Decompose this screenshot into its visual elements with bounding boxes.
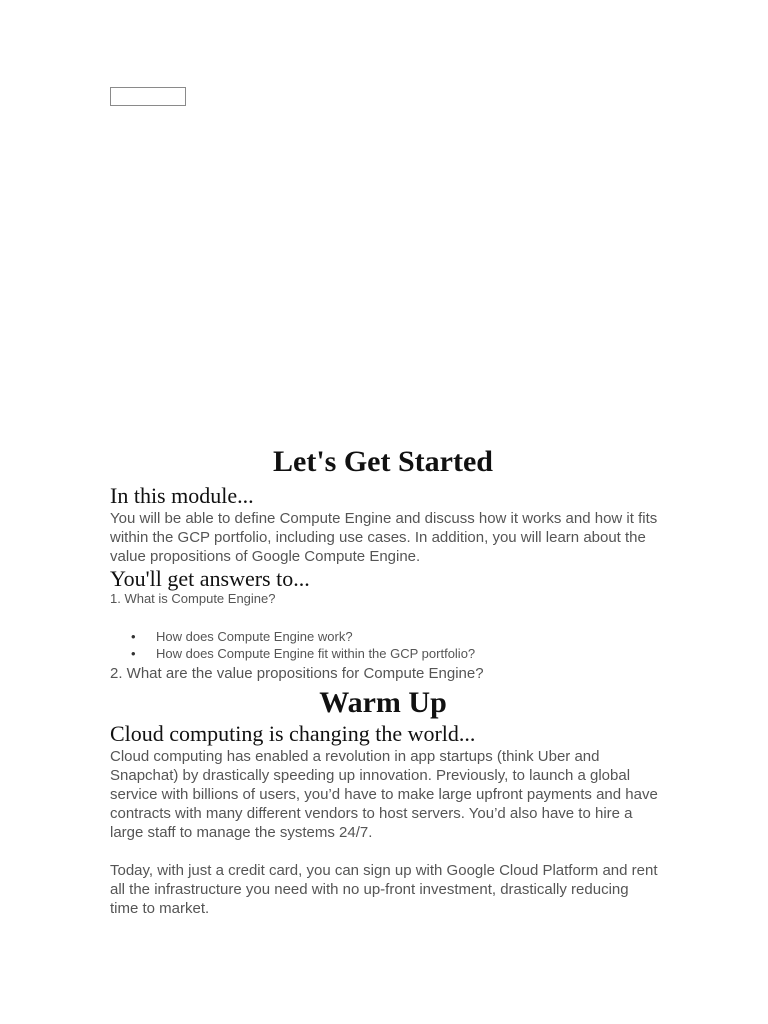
section-title-warm-up: Warm Up [319, 686, 447, 719]
in-this-module-heading: In this module... [110, 483, 254, 508]
bullet-item: • How does Compute Engine fit within the GCP portfolio? [110, 645, 658, 662]
section-title-lets-get-started: Let's Get Started [273, 445, 493, 478]
bullet-item: • How does Compute Engine work? [110, 628, 658, 645]
question-bullet-list [110, 628, 658, 662]
document-content [110, 440, 658, 918]
warm-up-paragraph-1: Cloud computing has enabled a revolution in app startups (think Uber and Snapchat) by drastically speeding up innovation. Previously, to launch a global service with billions of users, you’d have to make large upfront payments and have contracts with many different vendors to host servers. You’d also have to hire a large staff to manage the systems 24/7. [110, 748, 658, 841]
answers-heading: You'll get answers to... [110, 566, 310, 591]
question-1: 1. What is Compute Engine? [110, 591, 276, 606]
module-description: You will be able to define Compute Engine and discuss how it works and how it fits within the GCP portfolio, including use cases. In addition, you will learn about the value propositions of Google Compute Engine. [110, 510, 658, 565]
question-2: 2. What are the value propositions for Compute Engine? [110, 665, 484, 682]
warm-up-paragraph-2: Today, with just a credit card, you can sign up with Google Cloud Platform and rent all the infrastructure you need with no up-front investment, drastically reducing time to market. [110, 862, 658, 917]
image-placeholder [110, 87, 186, 106]
cloud-computing-heading: Cloud computing is changing the world... [110, 721, 476, 746]
